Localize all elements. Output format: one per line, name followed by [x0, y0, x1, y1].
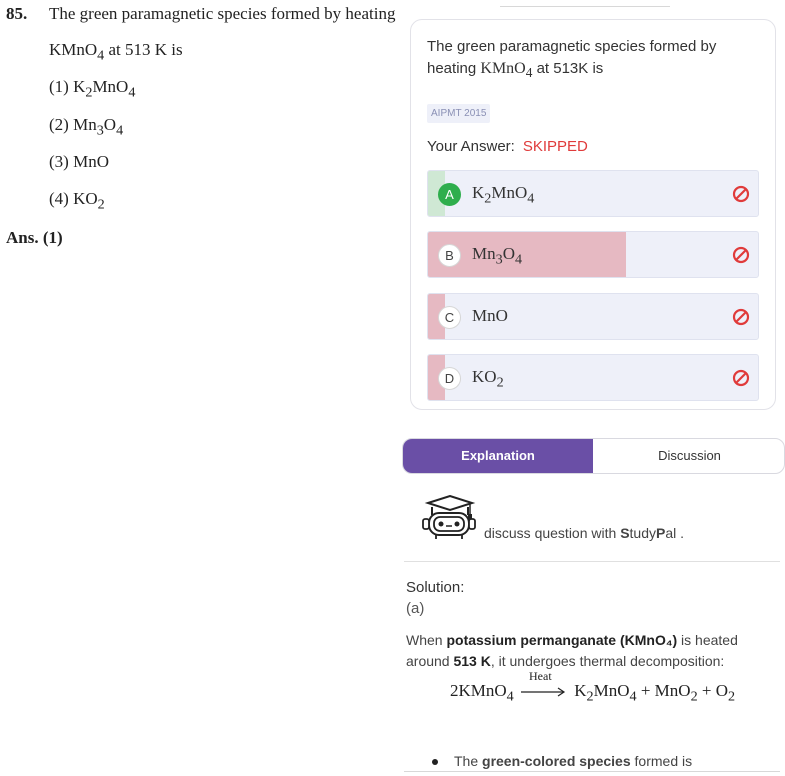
tab-discussion[interactable]: Discussion [658, 448, 721, 463]
question-number: 85. [6, 4, 28, 23]
option-text: $K_2MnO_4$ [472, 183, 535, 207]
option-text: $KO_2$ [472, 367, 504, 391]
option-letter: C [438, 306, 461, 329]
your-answer: Your Answer: SKIPPED [427, 138, 588, 155]
question-option-4: (4) $KO_2$ [49, 189, 105, 213]
ban-icon [732, 246, 750, 264]
option-letter: B [438, 244, 461, 267]
question-statement: The green paramagnetic species formed by heating KMnO$_4$ at 513K is [427, 38, 717, 81]
question-option-3: (3) MnO [49, 152, 109, 171]
divider [404, 561, 780, 562]
heat-arrow: Heat [521, 681, 567, 701]
exam-tag: AIPMT 2015 [427, 104, 490, 123]
tab-explanation[interactable]: Explanation [403, 439, 593, 473]
studypal-link[interactable]: discuss question with StudyPal . [484, 525, 685, 541]
solution-bullet: The green-colored species formed is [432, 753, 692, 769]
option-d[interactable] [427, 354, 759, 401]
ban-icon [732, 185, 750, 203]
question-line-2: KMnO$_4$ at 513 K is [49, 40, 183, 64]
question-option-2: (2) $Mn_3O_4$ [49, 115, 124, 139]
option-letter: A [438, 183, 461, 206]
ban-icon [732, 308, 750, 326]
answer-status: SKIPPED [522, 138, 588, 155]
answer-label: Ans. (1) [6, 228, 63, 247]
question-option-1: (1) $K_2MnO_4$ [49, 77, 136, 101]
divider [404, 771, 780, 772]
studypal-robot-icon[interactable] [420, 495, 478, 541]
solution-tabs [402, 438, 785, 474]
option-c[interactable] [427, 293, 759, 340]
option-b[interactable] [427, 231, 759, 278]
reaction-equation: 2KMnO$_4$ Heat $K_2MnO_4 + MnO_2 + O_2$ [450, 669, 736, 705]
solution-paragraph: When potassium permanganate (KMnO₄) is heated around 513 K, it undergoes thermal decomposition: [406, 632, 738, 669]
divider [500, 6, 670, 7]
option-letter: D [438, 367, 461, 390]
solution-answer: (a) [406, 600, 425, 617]
ban-icon [732, 369, 750, 387]
solution-label: Solution: [406, 579, 465, 596]
question-card [410, 19, 776, 410]
option-a[interactable] [427, 170, 759, 217]
option-text: $Mn_3O_4$ [472, 244, 523, 268]
question-line-1: The green paramagnetic species formed by heating [49, 4, 396, 23]
option-text: MnO [472, 306, 508, 325]
